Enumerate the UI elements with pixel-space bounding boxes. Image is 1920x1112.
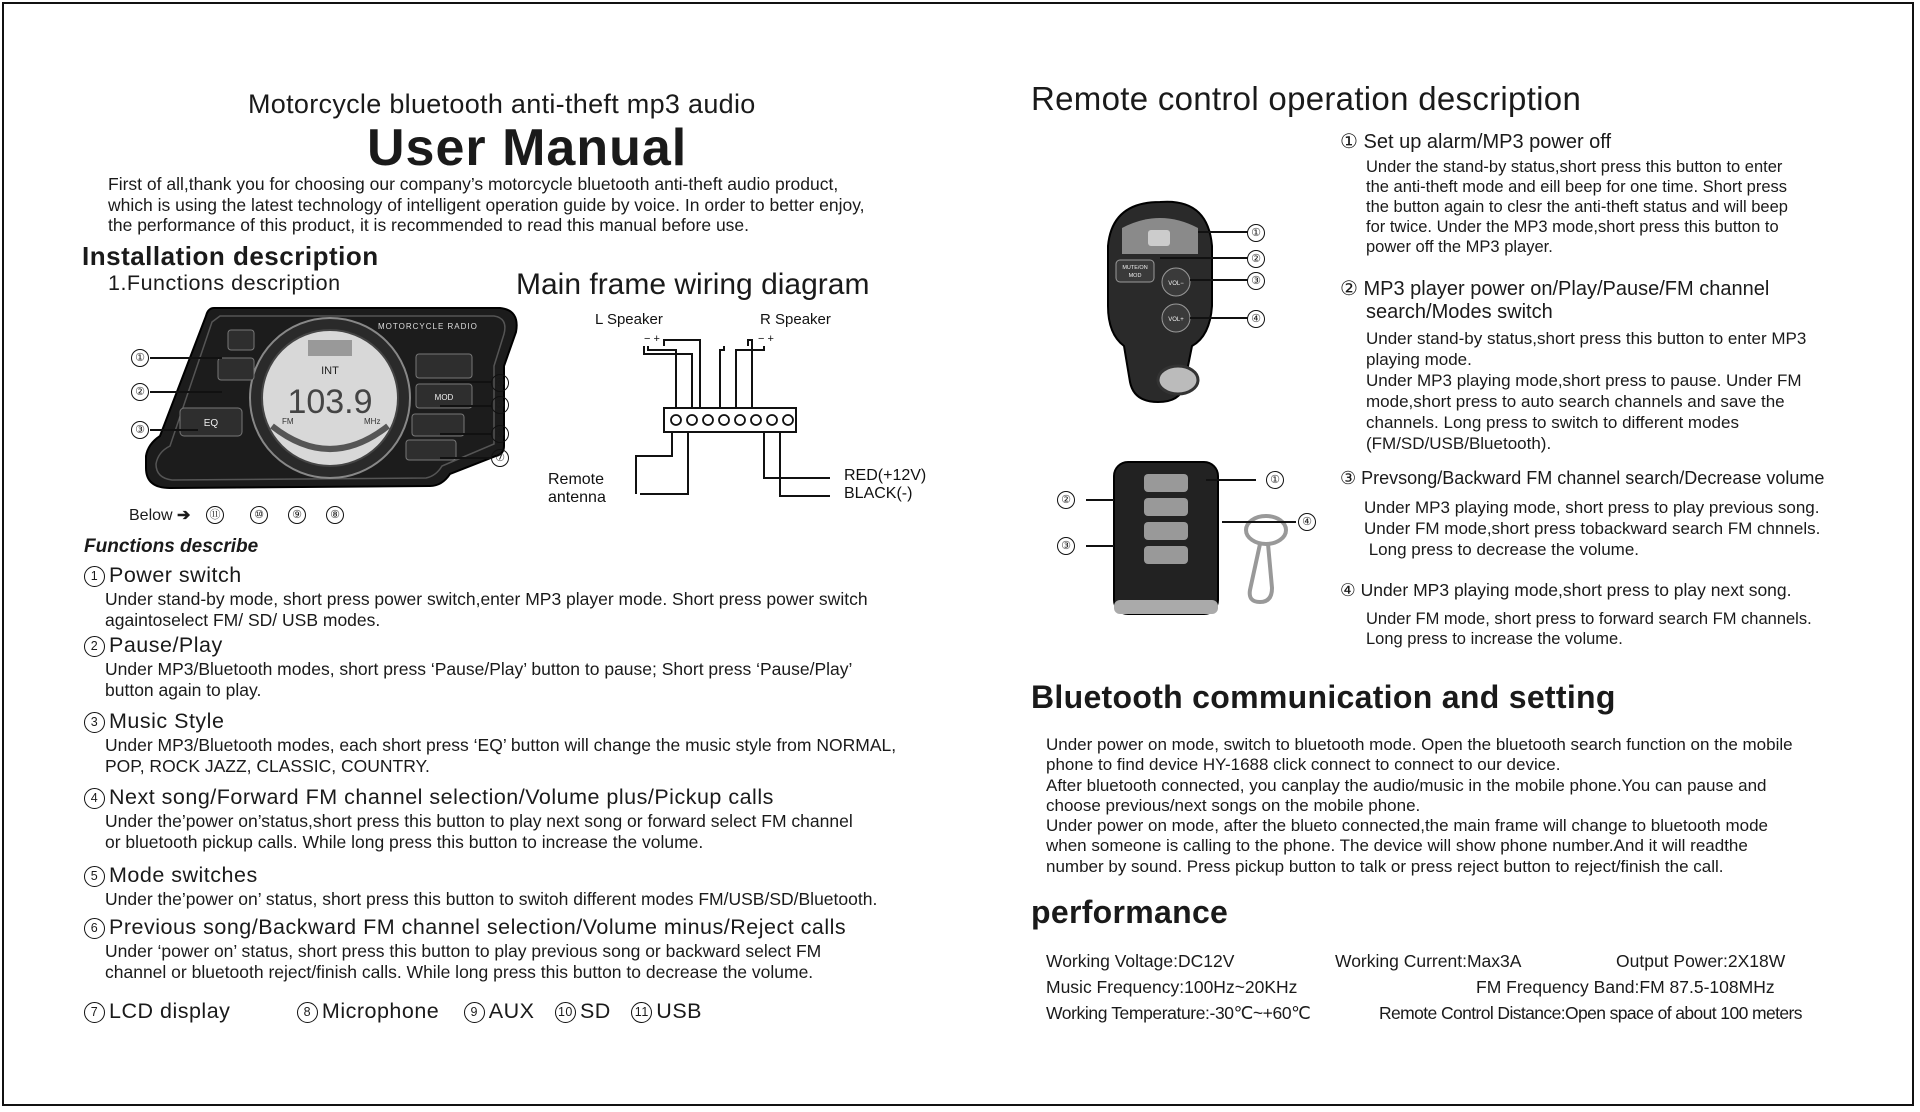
l-polarity: − + [644,333,660,345]
function-title: Mode switches [109,863,258,887]
perf-current: Working Current:Max3A [1335,951,1522,971]
manual-title: User Manual [367,119,688,177]
remote1-vol-plus: VOL+ [1168,317,1184,323]
remote-1-illustration [1100,196,1300,406]
function-item: 6 Previous song/Backward FM channel selection/Volume minus/Reject calls Under ‘power on’ status, short press this button to play previous song or backward select FM channel or bluetooth reject/finish calls. While long press this button to decrease the volume. [84,915,896,991]
callout-7: ⑦ [491,449,509,467]
remote1-callout-2: ② [1247,250,1265,268]
callout-4: ④ [491,374,509,392]
bluetooth-paragraph: Under power on mode, switch to bluetooth mode. Open the bluetooth search function on the mobile phone to find device HY-1688 click connect to connect to our device. After bluetooth connected, you canplay the audio/music in the mobile phone.You can pause and choose previous/next songs on the mobile phone. Under power on mode, after the blueto connected,the main frame will change to bluetooth mode when someone is calling to the phone. The device will show phone number.And it will readthe number by sound. Press pickup button to talk or press reject button to reject/finish the call. [1046,735,1793,876]
remote1-btn-label-2: MOD [1128,273,1142,279]
device-right-callout-lines [440,370,496,470]
wiring-diagram [540,304,960,514]
bluetooth-heading: Bluetooth communication and setting [1031,679,1616,715]
remote-item-4: ④ Under MP3 playing mode,short press to play next song. Under FM mode, short press to forward search FM channels. Long press to increase the volume. [1340,580,1812,648]
perf-fm-band: FM Frequency Band:FM 87.5-108MHz [1476,977,1775,997]
bottom-item: 7 LCD display [84,999,230,1023]
callout-2: ② [131,383,149,401]
perf-distance: Remote Control Distance:Open space of about 100 meters [1379,1003,1802,1023]
perf-temperature: Working Temperature:-30℃~+60℃ [1046,1003,1311,1023]
bottom-item: 10 SD [555,999,611,1023]
remote-2-illustration [1050,460,1330,620]
remote-heading: Remote control operation description [1031,80,1582,117]
remote1-btn-label: MUTE/ON [1122,265,1148,271]
functions-list [84,563,896,991]
bottom-item: 9 AUX [464,999,535,1023]
remote2-callout-2: ② [1057,491,1075,509]
l-speaker-label: L Speaker [595,311,663,328]
lcd-fm-label: FM [282,417,294,426]
function-item: 2 Pause/Play Under MP3/Bluetooth modes, short press ‘Pause/Play’ button to pause; Short press ‘Pause/Play’ button again to play. [84,633,896,709]
intro-paragraph [108,174,865,236]
remote1-vol-minus: VOL− [1168,281,1184,287]
remote-antenna-label-2: antenna [548,489,606,506]
callout-8: ⑧ [326,506,344,524]
eq-button-label: EQ [203,418,219,429]
lcd-mhz-label: MHz [364,417,381,426]
intro-line: First of all,thank you for choosing our company’s motorcycle bluetooth anti-theft audio product, [108,174,839,194]
remote1-callout-4: ④ [1247,310,1265,328]
brand-label: MOTORCYCLE RADIO [378,322,478,331]
function-title: Previous song/Backward FM channel selection/Volume minus/Reject calls [109,915,847,939]
remote1-callout-1: ① [1247,224,1265,242]
function-title: Pause/Play [109,633,223,657]
performance-heading: performance [1031,894,1229,930]
product-subtitle: Motorcycle bluetooth anti-theft mp3 audio [248,89,756,119]
functions-description-label: 1.Functions description [108,271,341,295]
perf-voltage: Working Voltage:DC12V [1046,951,1235,971]
function-item: 5 Mode switches Under the’power on’ status, short press this button to switoh different modes FM/USB/SD/Bluetooth. [84,863,896,915]
remote2-callout-3: ③ [1057,537,1075,555]
black-wire-label: BLACK(-) [844,485,913,502]
r-speaker-label: R Speaker [760,311,831,328]
intro-line: which is using the latest technology of intelligent operation guide by voice. In order to better enjoy, [108,194,865,215]
function-item: 1 Power switch Under stand-by mode, short press power switch,enter MP3 player mode. Short press power switch againtoselect FM/ SD/ USB modes. [84,563,896,633]
callout-11: ⑪ [206,506,224,524]
mod-button-label: MOD [434,393,454,402]
lcd-frequency: 103.9 [287,383,373,421]
intro-line: the performance of this product, it is recommended to read this manual before use. [108,215,750,235]
function-item: 4 Next song/Forward FM channel selection/Volume plus/Pickup calls Under the’power on’status,short press this button to play next song or forward select FM channel or bluetooth pickup calls. While long press this button to increase the volume. [84,785,896,863]
r-polarity: − + [758,333,774,345]
perf-power: Output Power:2X18W [1616,951,1786,971]
bottom-items-row [84,999,702,1024]
function-item: 3 Music Style Under MP3/Bluetooth modes, each short press ‘EQ’ button will change the music style from NORMAL, POP, ROCK JAZZ, CLASSIC, COUNTRY. [84,709,896,785]
remote-item-2: ② MP3 player power on/Play/Pause/FM channel search/Modes switch Under stand-by status,short press this button to enter MP3 playing mode. Under MP3 playing mode,short press to pause. Under FM mode,short press to auto search channels and save the channels. Long press to switch to different modes (FM/SD/USB/Bluetooth). [1340,278,1807,453]
function-title: Power switch [109,563,242,587]
callout-3: ③ [131,421,149,439]
wiring-heading: Main frame wiring diagram [516,268,870,301]
remote-item-3: ③ Prevsong/Backward FM channel search/Decrease volume Under MP3 playing mode, short press to play previous song. Under FM mode,short press tobackward search FM chnnels. Long press to decrease the volume. [1340,468,1825,559]
remote2-callout-4: ④ [1298,513,1316,531]
red-wire-label: RED(+12V) [844,467,927,484]
function-title: Music Style [109,709,225,733]
remote-item-1: ① Set up alarm/MP3 power off Under the stand-by status,short press this button to enter the anti-theft mode and eill beep for one time. Short press the button again to clesr the anti-theft status and will beep for twice. Under the MP3 mode,short press this button to power off the MP3 player. [1340,131,1788,256]
remote-antenna-label-1: Remote [548,471,605,488]
remote2-callout-1: ① [1266,471,1284,489]
perf-music-frequency: Music Frequency:100Hz~20KHz [1046,977,1298,997]
bottom-item: 11 USB [631,999,702,1023]
callout-5: ⑤ [491,396,509,414]
lcd-int-label: INT [321,365,339,377]
functions-describe-heading: Functions describe [84,536,259,557]
below-label: Below ➔ [129,507,191,524]
bottom-item: 8 Microphone [297,999,439,1023]
callout-9: ⑨ [288,506,306,524]
function-title: Next song/Forward FM channel selection/Volume plus/Pickup calls [109,785,774,809]
callout-10: ⑩ [250,506,268,524]
callout-6: ⑥ [491,425,509,443]
remote1-callout-3: ③ [1247,272,1265,290]
callout-1: ① [131,349,149,367]
installation-heading: Installation description [82,241,379,271]
